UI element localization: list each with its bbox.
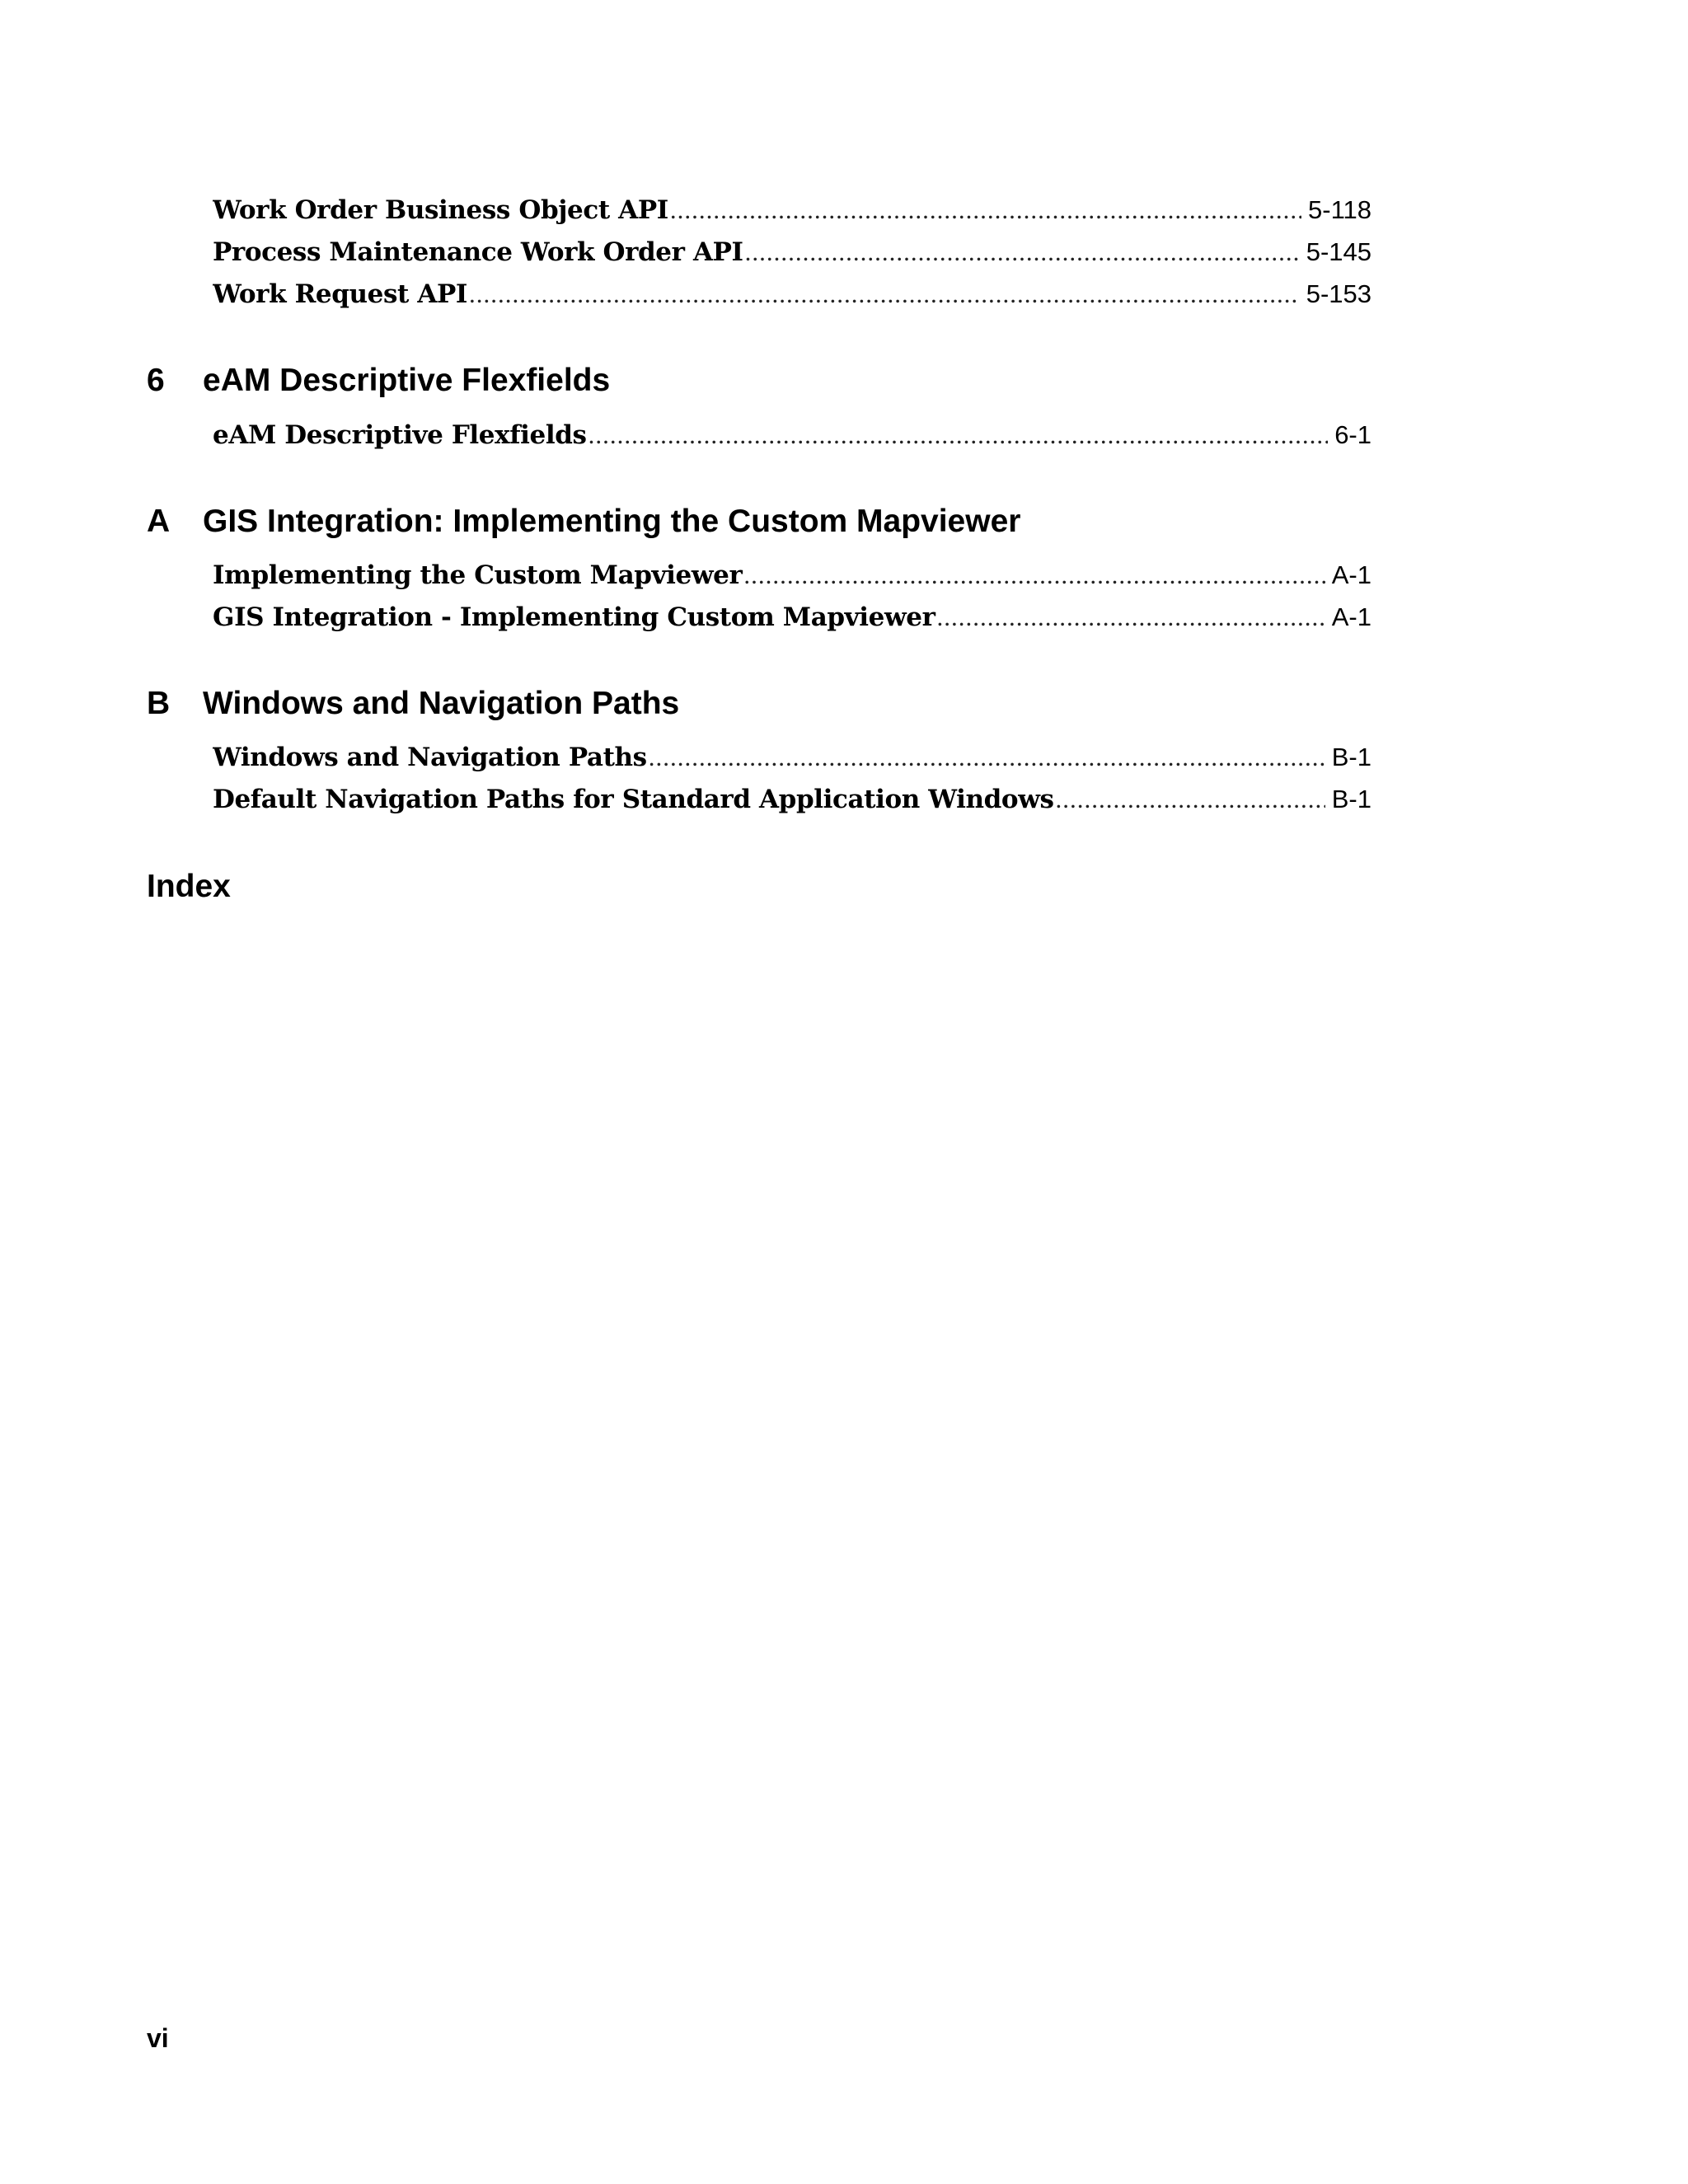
toc-entry-title: eAM Descriptive Flexfields xyxy=(213,420,587,450)
dot-leader xyxy=(937,602,1325,632)
chapter-number: A xyxy=(147,504,171,539)
toc-entry[interactable] xyxy=(213,420,1372,462)
index-heading[interactable] xyxy=(147,869,231,905)
toc-entry-page: 5-153 xyxy=(1306,279,1372,308)
toc-entry-page: B-1 xyxy=(1331,785,1372,813)
dot-leader xyxy=(469,279,1300,309)
dot-leader xyxy=(1056,785,1325,814)
toc-entry[interactable] xyxy=(213,560,1372,602)
toc-entries-continued xyxy=(213,195,1372,321)
toc-entry[interactable] xyxy=(213,785,1372,827)
chapter-title: eAM Descriptive Flexfields xyxy=(203,363,611,398)
toc-entries-chapter-6 xyxy=(213,420,1372,462)
chapter-number: 6 xyxy=(147,363,165,398)
dot-leader xyxy=(670,195,1301,225)
dot-leader xyxy=(649,743,1325,772)
toc-entry[interactable] xyxy=(213,602,1372,644)
page-folio: vi xyxy=(147,2023,169,2053)
dot-leader xyxy=(745,237,1300,267)
toc-entry-page: A-1 xyxy=(1331,602,1372,631)
toc-entry[interactable] xyxy=(213,743,1372,785)
chapter-heading[interactable] xyxy=(147,504,1020,540)
chapter-title: Windows and Navigation Paths xyxy=(203,686,680,721)
toc-entry-title: GIS Integration - Implementing Custom Mapviewer xyxy=(213,602,935,632)
toc-entry-title: Work Order Business Object API xyxy=(213,195,668,225)
toc-entry[interactable] xyxy=(213,195,1372,237)
toc-entry-title: Default Navigation Paths for Standard Application Windows xyxy=(213,785,1054,814)
chapter-heading[interactable] xyxy=(147,363,610,399)
chapter-title: GIS Integration: Implementing the Custom Mapviewer xyxy=(203,504,1021,539)
toc-entry[interactable] xyxy=(213,279,1372,321)
toc-entry-title: Work Request API xyxy=(213,279,468,309)
toc-entry-title: Implementing the Custom Mapviewer xyxy=(213,560,743,590)
toc-entry-page: 5-118 xyxy=(1308,195,1372,224)
toc-entry-page: B-1 xyxy=(1331,743,1372,771)
dot-leader xyxy=(588,420,1329,450)
toc-entry-title: Windows and Navigation Paths xyxy=(213,743,647,772)
toc-entries-appendix-b xyxy=(213,743,1372,827)
toc-entry-title: Process Maintenance Work Order API xyxy=(213,237,743,267)
toc-entries-appendix-a xyxy=(213,560,1372,644)
dot-leader xyxy=(743,560,1325,590)
toc-entry-page: 6-1 xyxy=(1334,420,1372,449)
index-heading-label: Index xyxy=(147,869,231,904)
chapter-number: B xyxy=(147,686,171,721)
chapter-heading[interactable] xyxy=(147,686,679,722)
toc-entry-page: A-1 xyxy=(1331,560,1372,589)
toc-entry[interactable] xyxy=(213,237,1372,279)
toc-entry-page: 5-145 xyxy=(1306,237,1372,266)
